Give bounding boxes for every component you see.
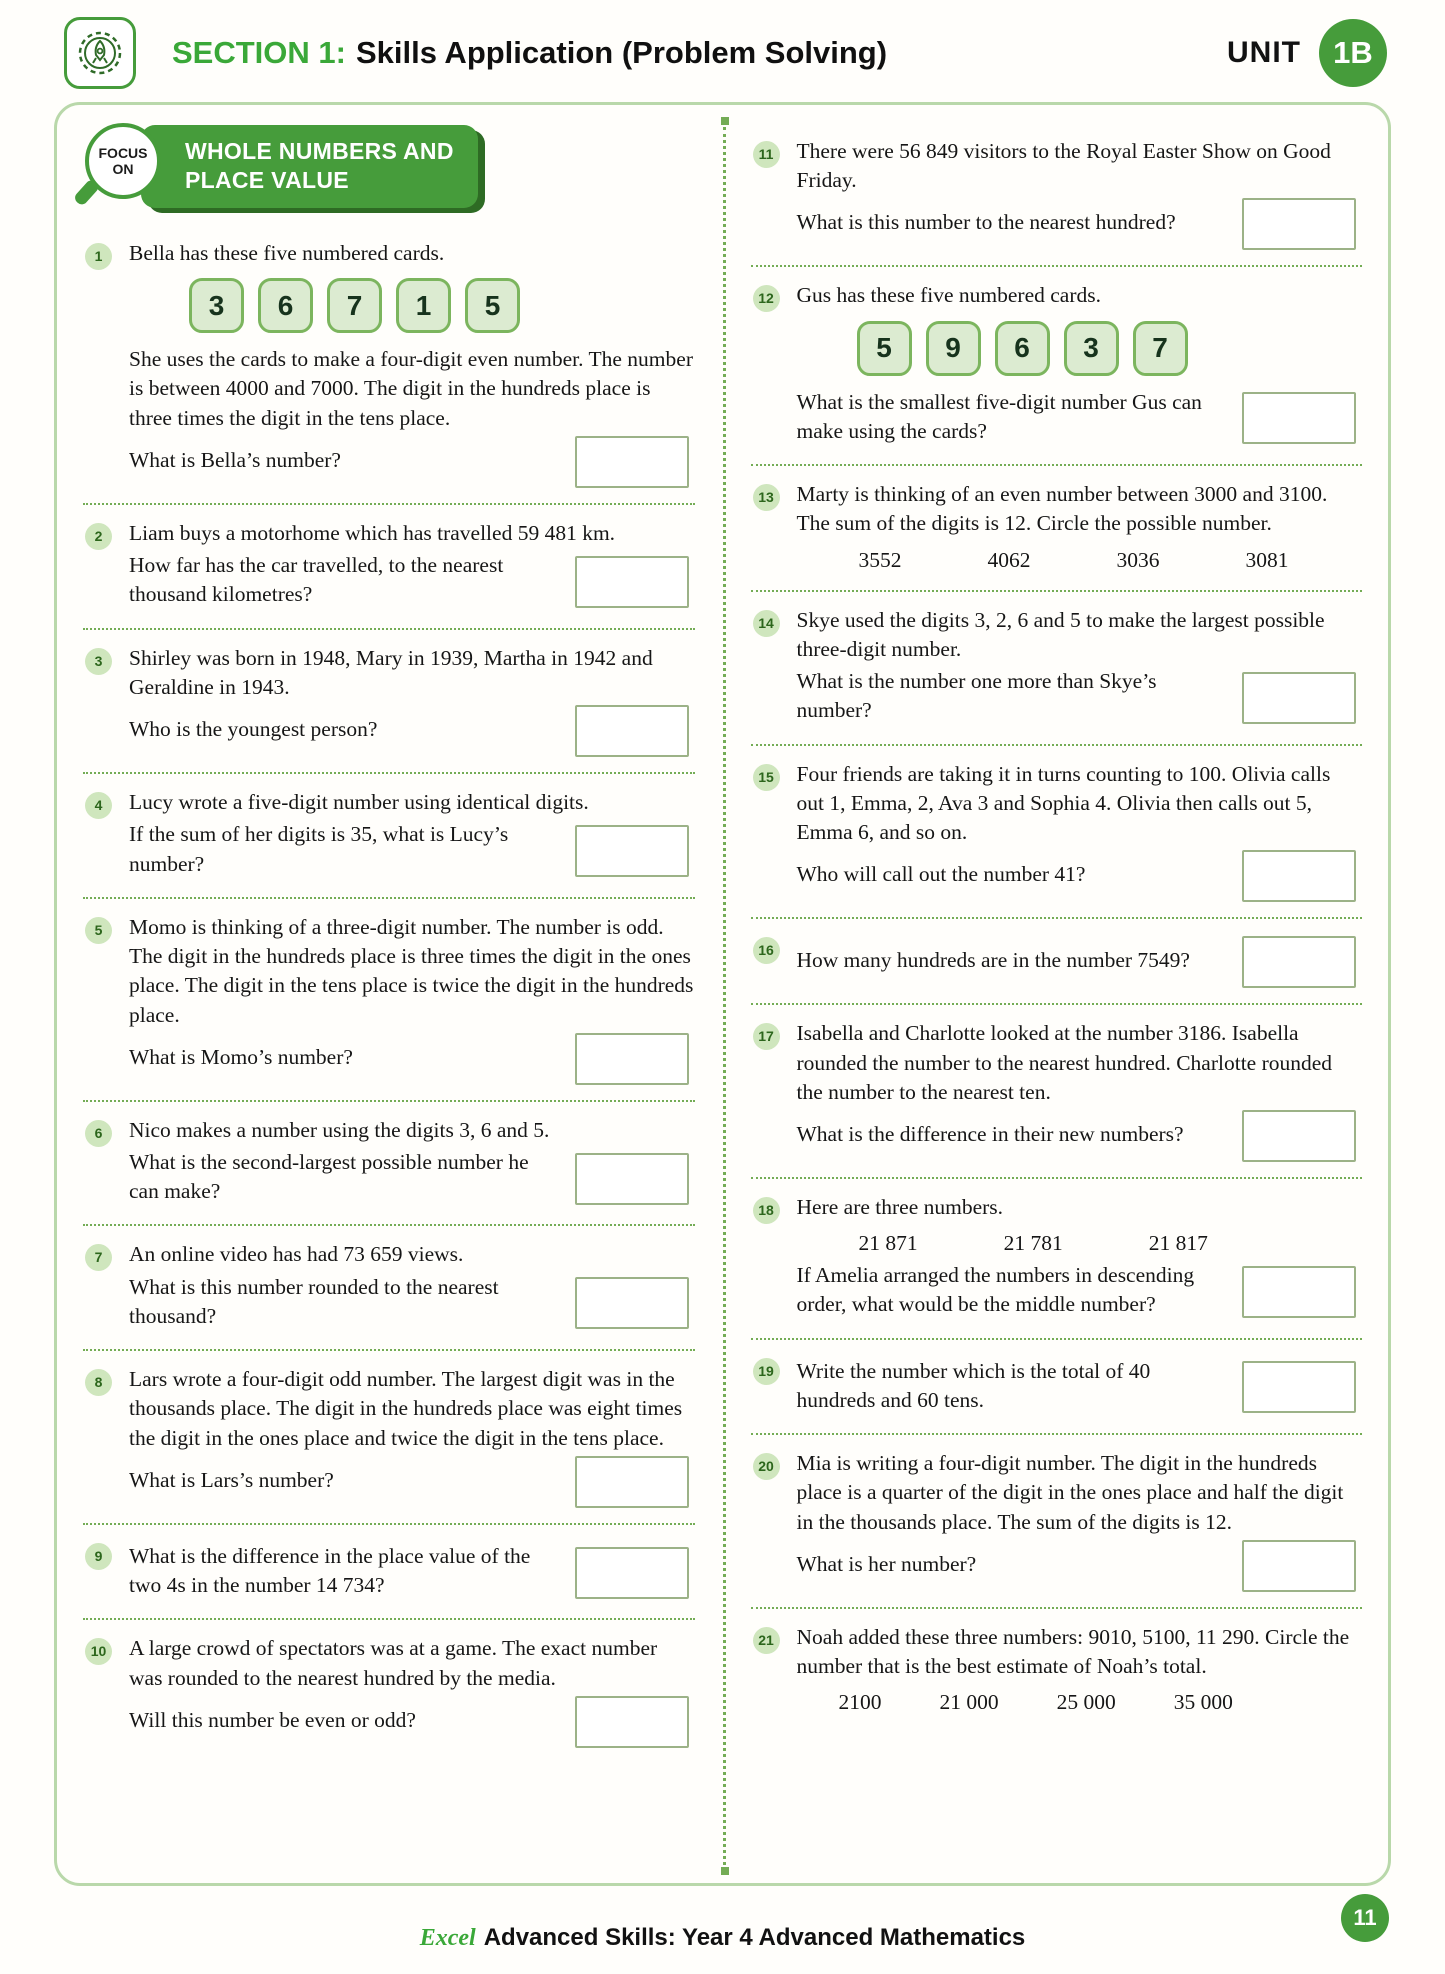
unit-indicator [1227,19,1387,87]
prompt-row [797,388,1363,449]
question-8 [83,1351,695,1525]
question-prompt: Who is the youngest person? [129,716,378,741]
number-card: 7 [327,278,382,333]
number-card: 1 [396,278,451,333]
answer-box[interactable] [1242,1361,1356,1413]
answer-box[interactable] [575,556,689,608]
answer-box[interactable] [575,436,689,488]
question-number-badge: 6 [85,1120,112,1147]
question-prompt: Write the number which is the total of 40 hundreds and 60 tens. [796,1358,1151,1412]
focus-header [83,125,695,213]
prompt-row [797,667,1363,728]
answer-box[interactable] [575,1277,689,1329]
topic-title-line1: WHOLE NUMBERS AND [185,138,454,164]
rocket-gear-icon [76,29,124,77]
series-title: Advanced Skills: Year 4 Advanced Mathematics [483,1924,1026,1951]
question-20 [751,1435,1363,1609]
choice-option[interactable]: 25 000 [1056,1690,1116,1715]
answer-choices [797,542,1363,575]
column-divider [723,127,726,1865]
question-number-badge: 5 [85,917,112,944]
answer-box[interactable] [1242,672,1356,724]
question-number-badge: 9 [85,1543,112,1570]
prompt-row [129,1456,695,1508]
page-footer [0,1924,1445,1952]
column-left [83,123,695,1763]
answer-choices [797,1684,1363,1717]
question-7 [83,1226,695,1351]
question-number-badge: 15 [753,764,780,791]
unit-label: UNIT [1227,36,1301,69]
question-text: Nico makes a number using the digits 3, 6 and 5. [129,1117,550,1142]
answer-box[interactable] [1242,198,1356,250]
question-number-badge: 8 [85,1369,112,1396]
number-card: 3 [1064,321,1119,376]
question-number-badge: 10 [85,1638,112,1665]
topic-banner [141,125,478,208]
question-number-badge: 16 [753,937,780,964]
question-text: Marty is thinking of an even number between 3000 and 3100. The sum of the digits is 12. Circle the possible number. [796,482,1328,536]
question-text: There were 56 849 visitors to the Royal Easter Show on Good Friday. [796,139,1331,193]
unit-badge: 1B [1319,19,1387,87]
choice-option[interactable]: 2100 [838,1690,882,1715]
prompt-row [797,1110,1363,1162]
question-12 [751,267,1363,466]
question-18 [751,1179,1363,1340]
focus-badge-line2: ON [112,161,134,177]
question-text: Noah added these three numbers: 9010, 5100, 11 290. Circle the number that is the best estimate of Noah’s total. [796,1624,1350,1679]
answer-box[interactable] [575,1033,689,1085]
focus-badge-line1: FOCUS [98,144,148,161]
answer-box[interactable] [1242,936,1356,988]
prompt-row [129,551,695,612]
prompt-row [129,436,695,488]
question-text: Lars wrote a four-digit odd number. The largest digit was in the thousands place. The digit in the hundreds place was eight times the digit in the ones place and twice the digit in the tens place. [129,1367,683,1450]
question-prompt: What is Momo’s number? [129,1044,353,1069]
question-prompt: Will this number be even or odd? [129,1707,416,1732]
question-prompt: What is the second-largest possible number he can make? [129,1149,529,1204]
prompt-row [797,850,1363,902]
answer-box[interactable] [1242,1540,1356,1592]
question-number-badge: 3 [85,648,112,675]
choice-option[interactable]: 21 000 [939,1690,999,1715]
question-6 [83,1102,695,1227]
question-text: Momo is thinking of a three-digit number. The number is odd. The digit in the hundreds place is three times the digit in the ones place. The digit in the tens place is twice the digit in the hundreds place. [129,914,694,1027]
choice-option[interactable]: 3081 [1245,547,1289,572]
answer-box[interactable] [575,1696,689,1748]
answer-box[interactable] [575,705,689,757]
question-10 [83,1620,695,1762]
number-card: 5 [857,321,912,376]
answer-box[interactable] [1242,850,1356,902]
question-9 [83,1525,695,1620]
prompt-row [129,820,695,881]
question-text: Isabella and Charlotte looked at the number 3186. Isabella rounded the number to the nearest hundred. Charlotte rounded the number to the nearest ten. [796,1021,1333,1104]
question-text: Lucy wrote a five-digit number using identical digits. [129,790,589,815]
listed-number: 21 871 [858,1231,918,1256]
series-brand: Excel [419,1925,476,1951]
question-prompt: If Amelia arranged the numbers in descending order, what would be the middle number? [796,1263,1195,1317]
question-number-badge: 13 [753,484,780,511]
question-intro: Gus has these five numbered cards. [796,283,1101,308]
prompt-row [797,1357,1363,1418]
prompt-row [129,1542,695,1603]
question-prompt: How far has the car travelled, to the nearest thousand kilometres? [129,553,504,607]
number-card: 5 [465,278,520,333]
publisher-logo [64,17,136,89]
question-prompt: Who will call out the number 41? [796,862,1086,887]
number-card: 3 [189,278,244,333]
question-number-badge: 21 [753,1627,780,1654]
question-prompt: What is the difference in their new numbers? [796,1121,1184,1146]
question-number-badge: 17 [753,1023,780,1050]
question-17 [751,1005,1363,1179]
question-number-badge: 12 [753,285,780,312]
question-text: Liam buys a motorhome which has travelled 59 481 km. [129,520,616,545]
question-intro: Bella has these five numbered cards. [129,241,445,265]
choice-option[interactable]: 4062 [987,547,1031,572]
number-cards [857,321,1363,376]
question-prompt: What is this number rounded to the nearest thousand? [129,1274,499,1328]
prompt-row [797,1540,1363,1592]
prompt-row [797,1261,1363,1322]
question-prompt: How many hundreds are in the number 7549? [796,948,1190,973]
page-title [172,35,887,71]
question-text: Skye used the digits 3, 2, 6 and 5 to make the largest possible three-digit number. [796,607,1325,661]
page-header [0,0,1445,96]
number-card: 6 [258,278,313,333]
question-prompt: What is the number one more than Skye’s number? [796,669,1157,723]
question-number-badge: 2 [85,523,112,550]
number-cards [189,278,695,333]
number-card: 6 [995,321,1050,376]
question-text: Shirley was born in 1948, Mary in 1939, Martha in 1942 and Geraldine in 1943. [129,645,653,699]
question-3 [83,630,695,774]
prompt-row [129,1148,695,1209]
answer-box[interactable] [575,1153,689,1205]
prompt-row [129,1273,695,1334]
choice-option[interactable]: 35 000 [1173,1690,1233,1715]
answer-box[interactable] [1242,392,1356,444]
question-4 [83,774,695,899]
question-number-badge: 20 [753,1453,780,1480]
column-right [751,123,1363,1763]
page-number-badge: 11 [1341,1894,1389,1942]
question-number-badge: 4 [85,792,112,819]
question-13 [751,466,1363,591]
question-prompt: What is this number to the nearest hundred? [796,210,1176,235]
question-number-badge: 1 [85,243,112,270]
number-list [797,1225,1363,1258]
question-19 [751,1340,1363,1435]
answer-box[interactable] [575,825,689,877]
question-prompt: If the sum of her digits is 35, what is Lucy’s number? [129,822,509,876]
question-16 [751,919,1363,1005]
choice-option[interactable]: 3036 [1116,547,1160,572]
question-prompt: What is her number? [796,1551,977,1576]
question-prompt: What is Bella’s number? [129,447,341,472]
question-prompt: What is the smallest five-digit number Gus can make using the cards? [796,389,1202,443]
question-text: Mia is writing a four-digit number. The digit in the hundreds place is a quarter of the digit in the ones place and half the digit in the thousands place. The sum of the digits is 12. [796,1451,1344,1534]
question-prompt: What is the difference in the place value of the two 4s in the number 14 734? [129,1543,531,1598]
question-text: Four friends are taking it in turns counting to 100. Olivia calls out 1, Emma, 2, Ava 3 and Sophia 4. Olivia then calls out 5, Emma 6, and so on. [796,761,1331,845]
answer-box[interactable] [1242,1266,1356,1318]
question-intro: Here are three numbers. [796,1194,1004,1219]
worksheet-frame [54,102,1391,1886]
topic-title-line2: PLACE VALUE [185,167,349,194]
question-prompt: What is Lars’s number? [129,1467,334,1492]
question-number-badge: 11 [753,141,780,168]
listed-number: 21 817 [1148,1231,1208,1256]
question-5 [83,899,695,1102]
question-21 [751,1609,1363,1732]
question-14 [751,592,1363,746]
listed-number: 21 781 [1003,1231,1063,1256]
prompt-row [797,198,1363,250]
question-number-badge: 18 [753,1197,780,1224]
prompt-row [129,705,695,757]
prompt-row [129,1696,695,1748]
question-number-badge: 7 [85,1244,112,1271]
question-text: She uses the cards to make a four-digit even number. The number is between 4000 and 7000. The digit in the hundreds place is three times the digit in the tens place. [129,347,693,430]
number-card: 7 [1133,321,1188,376]
number-card: 9 [926,321,981,376]
answer-box[interactable] [1242,1110,1356,1162]
question-number-badge: 14 [753,610,780,637]
prompt-row [797,936,1363,988]
answer-box[interactable] [575,1547,689,1599]
question-1 [83,225,695,505]
question-2 [83,505,695,630]
question-number-badge: 19 [753,1358,780,1385]
answer-box[interactable] [575,1456,689,1508]
question-11 [751,123,1363,267]
section-label: SECTION 1: [172,35,346,70]
question-text: An online video has had 73 659 views. [129,1242,464,1267]
section-title: Skills Application (Problem Solving) [355,35,888,70]
focus-magnifier-badge [85,123,161,199]
question-15 [751,746,1363,920]
prompt-row [129,1033,695,1085]
question-text: A large crowd of spectators was at a game. The exact number was rounded to the nearest hundred by the media. [129,1636,658,1690]
choice-option[interactable]: 3552 [858,547,902,572]
